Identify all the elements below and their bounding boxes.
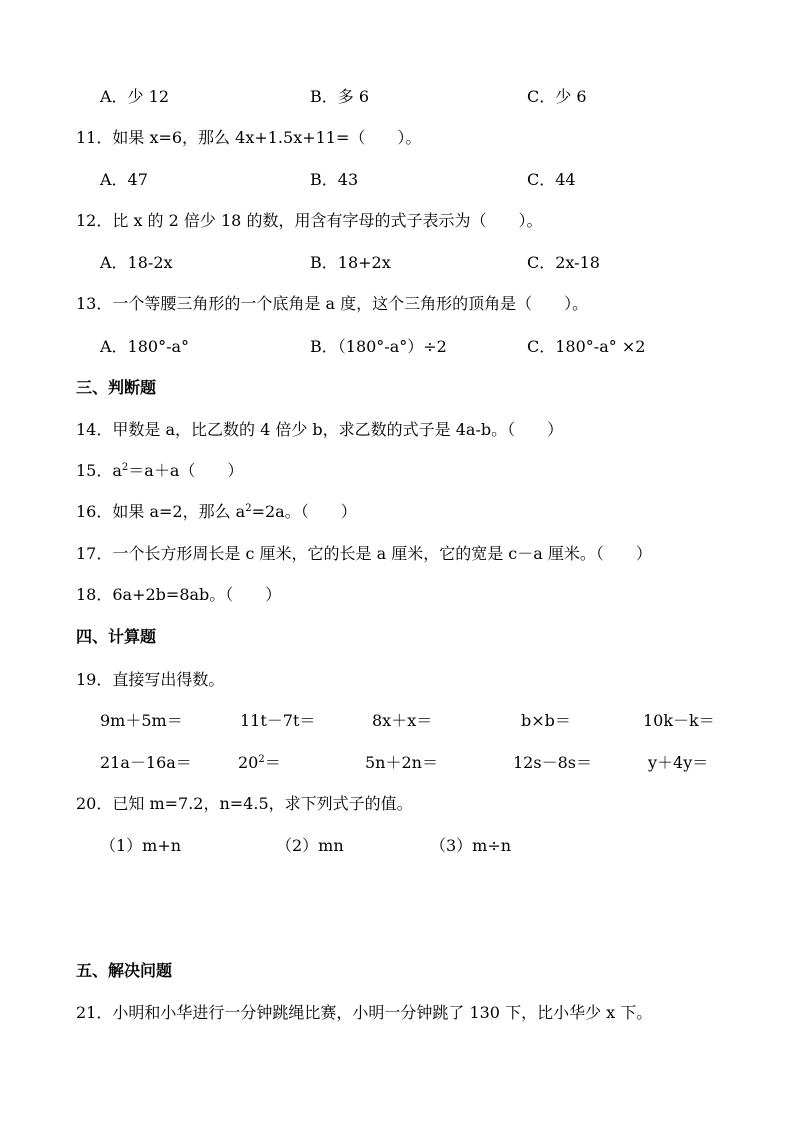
q12-option-a: A．18-2x [100, 253, 173, 272]
section-title-problem-solving: 五、解决问题 [76, 961, 173, 980]
q19-item: 11t－7t＝ [240, 711, 316, 730]
question-21: 21．小明和小华进行一分钟跳绳比赛，小明一分钟跳了 130 下，比小华少 x 下。 [76, 1003, 653, 1022]
q11-option-b: B．43 [310, 170, 359, 189]
question-20: 20．已知 m=7.2，n=4.5，求下列式子的值。 [76, 794, 413, 813]
question-12: 12．比 x 的 2 倍少 18 的数，用含有字母的式子表示为（ ）。 [76, 211, 543, 230]
question-14: 14．甲数是 a，比乙数的 4 倍少 b，求乙数的式子是 4a-b。（ ） [76, 420, 564, 439]
q19-item: 9m＋5m＝ [100, 711, 183, 730]
question-18: 18．6a+2b=8ab。（ ） [76, 585, 282, 604]
q10-option-c: C．少 6 [527, 87, 587, 106]
q13-option-c: C．180°-a° ×2 [527, 337, 646, 356]
q19-item: 12s－8s＝ [513, 753, 592, 772]
section-title-calculation: 四、计算题 [76, 627, 157, 646]
q19-item: $20^2=$ [238, 753, 281, 772]
question-16: 16．如果 a=2，那么 $a^2=2a$。（ ） [76, 502, 357, 521]
q20-part-1: （1）m+n [100, 836, 182, 855]
q19-item: b×b＝ [521, 711, 571, 730]
q19-item: 10k－k＝ [643, 711, 715, 730]
q11-option-a: A．47 [100, 170, 148, 189]
question-17: 17．一个长方形周长是 c 厘米，它的长是 a 厘米，它的宽是 c－a 厘米。（ ） [76, 544, 652, 563]
question-11: 11．如果 x=6，那么 4x+1.5x+11=（ ）。 [76, 128, 422, 147]
section-title-judgement: 三、判断题 [76, 378, 157, 397]
question-19: 19．直接写出得数。 [76, 670, 225, 689]
question-13: 13．一个等腰三角形的一个底角是 a 度，这个三角形的顶角是（ ）。 [76, 294, 589, 313]
q20-part-2: （2）mn [276, 836, 344, 855]
q10-option-a: A．少 12 [100, 87, 170, 106]
q12-option-b: B．18+2x [310, 253, 391, 272]
q13-option-a: A．180°-a° [100, 337, 190, 356]
q19-item: 5n＋2n＝ [365, 753, 438, 772]
q11-option-c: C．44 [527, 170, 576, 189]
q13-option-b: B．（180°-a°）÷2 [310, 337, 447, 356]
q19-item: 21a－16a＝ [100, 753, 192, 772]
q10-option-b: B．多 6 [310, 87, 370, 106]
q20-part-3: （3）m÷n [430, 836, 512, 855]
question-15: 15．$a^2=a+a$（ ） [76, 461, 244, 480]
q19-item: y＋4y＝ [648, 753, 709, 772]
q12-option-c: C．2x-18 [527, 253, 600, 272]
q19-item: 8x＋x＝ [372, 711, 433, 730]
